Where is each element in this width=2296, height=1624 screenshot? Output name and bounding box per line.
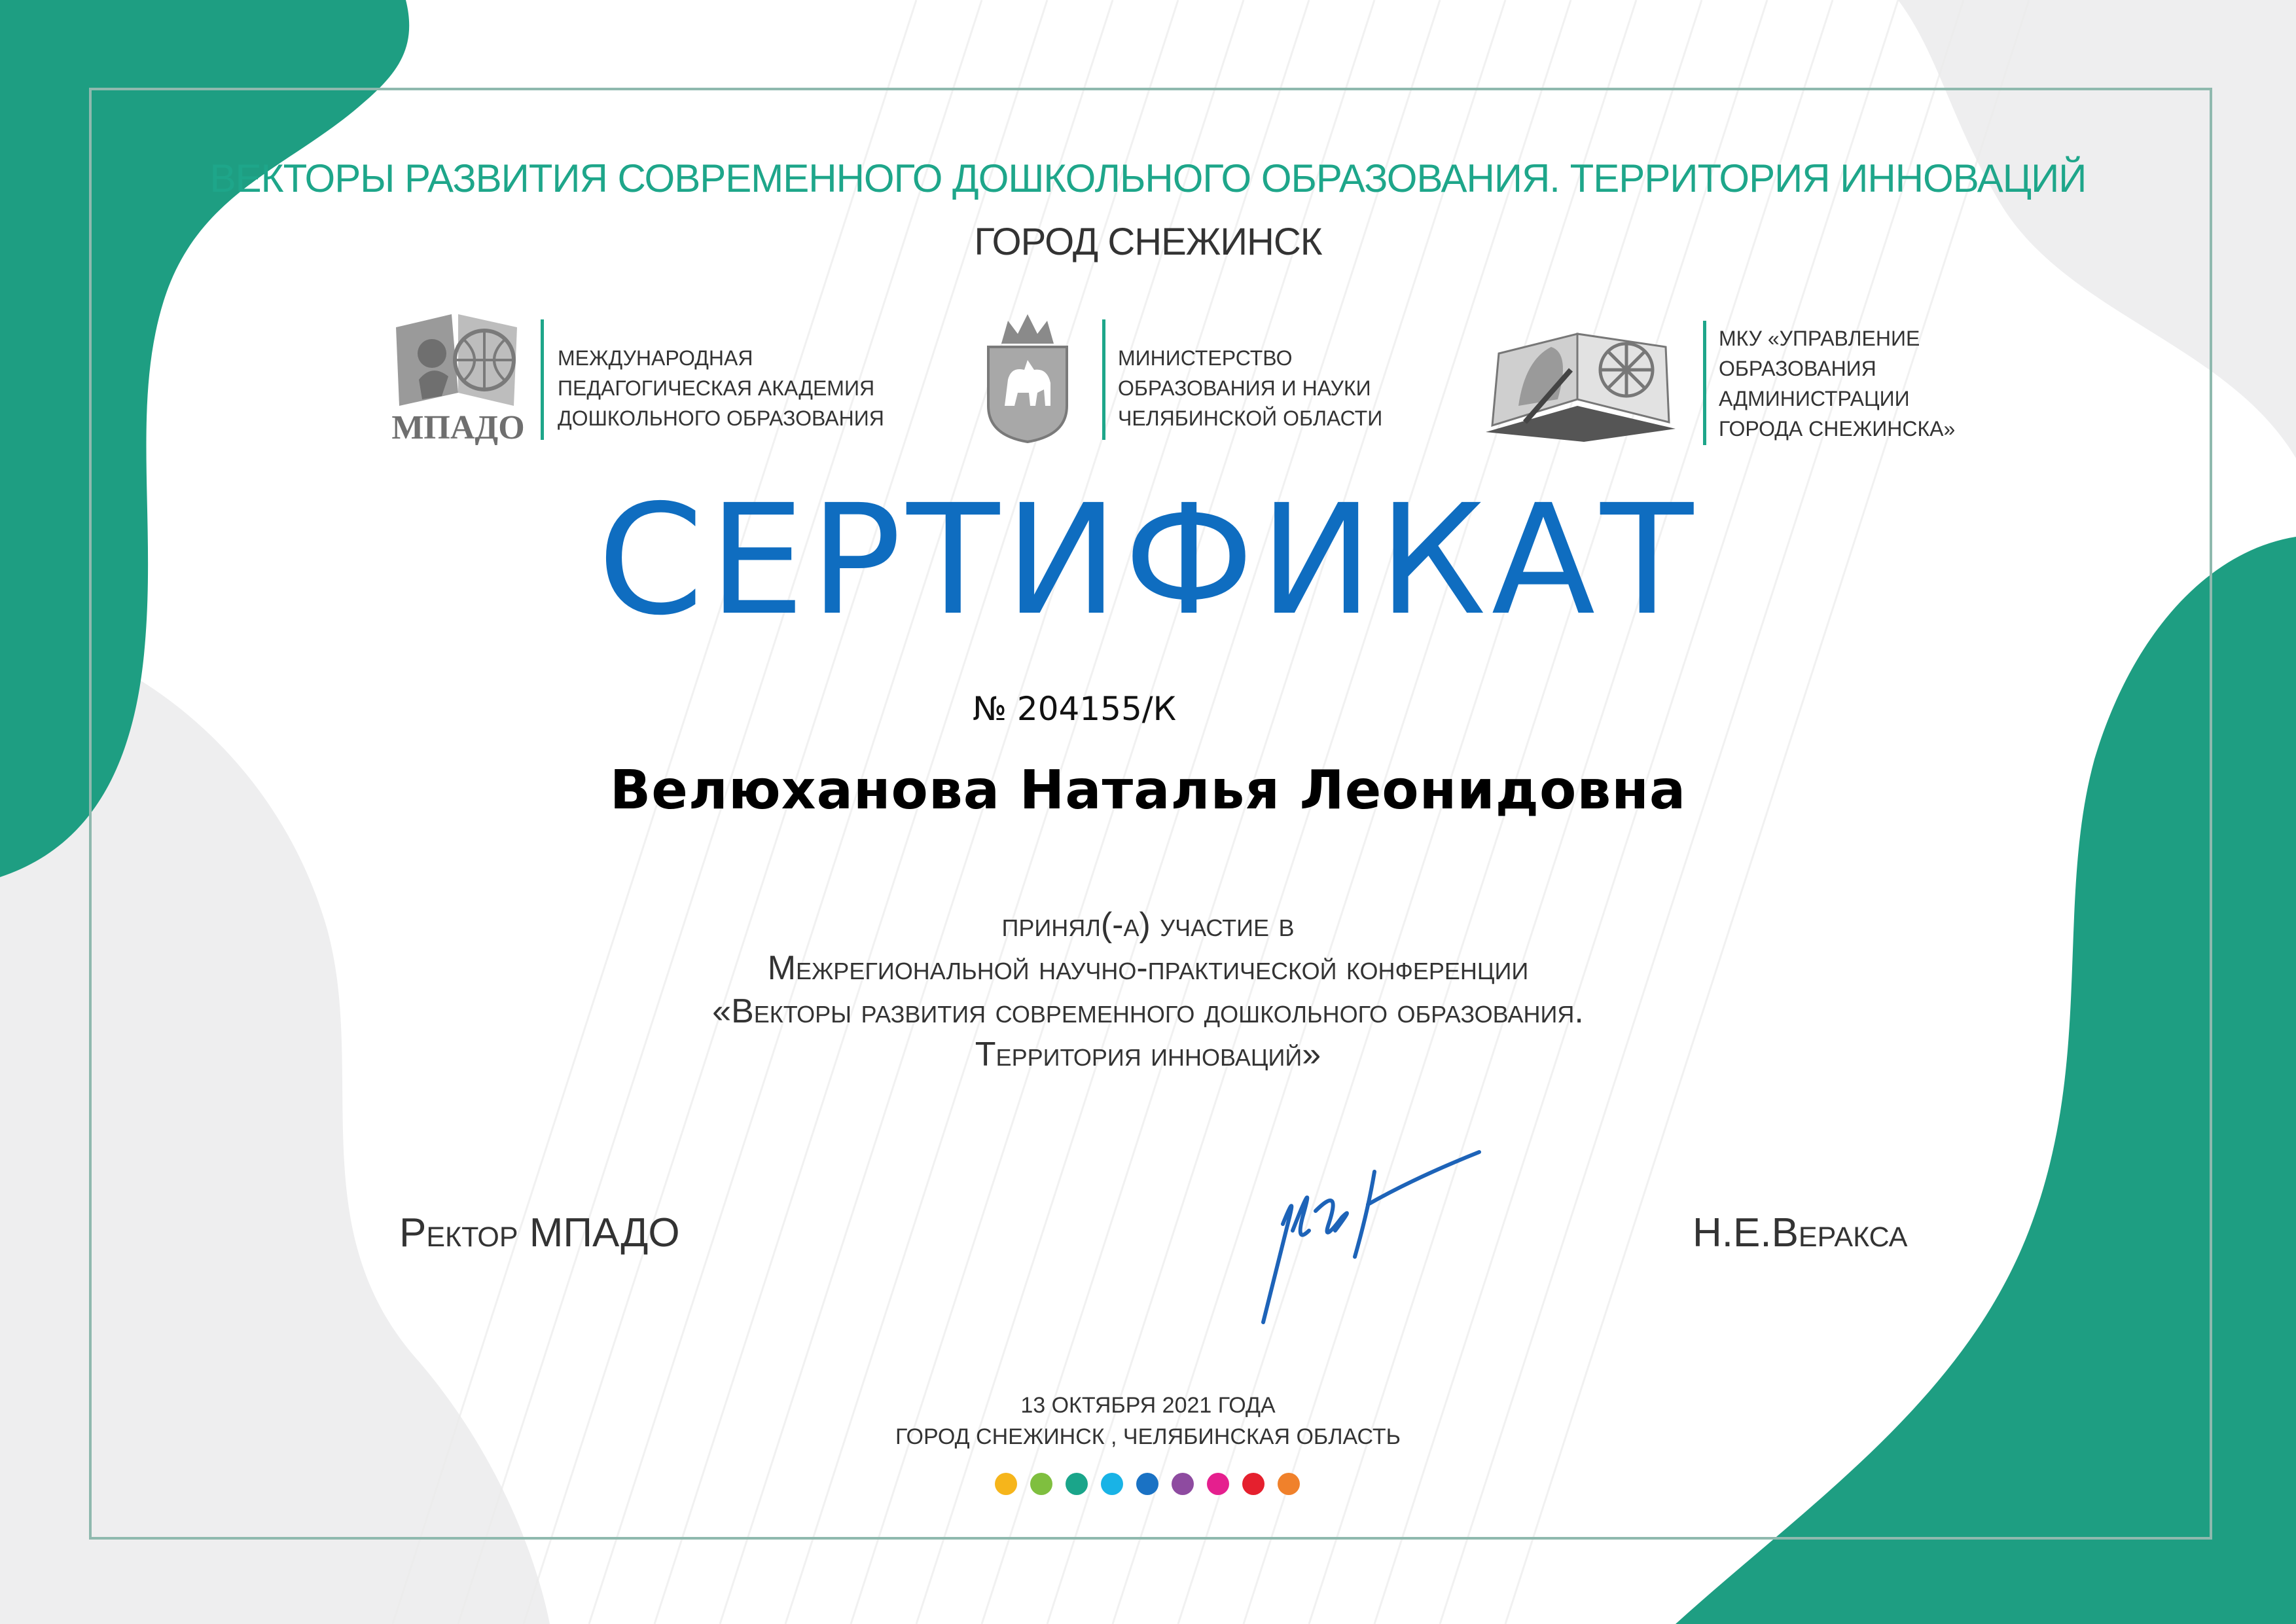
recipient-name: Велюханова Наталья Леонидовна <box>609 759 1687 821</box>
org-separator <box>541 319 544 440</box>
org-line: ОБРАЗОВАНИЯ И НАУКИ <box>1118 376 1371 400</box>
color-dots <box>995 1473 1300 1495</box>
footer-place: ГОРОД СНЕЖИНСК , ЧЕЛЯБИНСКАЯ ОБЛАСТЬ <box>895 1424 1401 1449</box>
participation-line: Межрегиональной научно-практической конференции <box>767 949 1529 987</box>
org-ministry <box>982 308 1401 452</box>
org-line: МИНИСТЕРСТВО <box>1118 346 1293 370</box>
color-dot <box>1242 1473 1265 1495</box>
participation-line: «Векторы развития современного дошкольного образования. <box>712 992 1584 1030</box>
color-dot <box>1101 1473 1123 1495</box>
org-line: ПЕДАГОГИЧЕСКАЯ АКАДЕМИЯ <box>558 376 875 400</box>
coat-of-arms-icon <box>982 308 1073 445</box>
org-mpado <box>386 308 884 452</box>
org-line: ЧЕЛЯБИНСКОЙ ОБЛАСТИ <box>1118 406 1383 430</box>
event-title: ВЕКТОРЫ РАЗВИТИЯ СОВРЕМЕННОГО ДОШКОЛЬНОГО ОБРАЗОВАНИЯ. ТЕРРИТОРИЯ ИННОВАЦИЙ <box>209 156 2087 200</box>
org-line: МЕЖДУНАРОДНАЯ <box>558 346 753 370</box>
city-heading: ГОРОД СНЕЖИНСК <box>974 221 1322 263</box>
certificate-number: № 204155/К <box>973 690 1177 728</box>
participation-line: принял(-а) участие в <box>1001 906 1295 944</box>
participation-text <box>0 903 2296 1076</box>
color-dot <box>1278 1473 1300 1495</box>
org-mpado-name <box>558 343 884 433</box>
org-line: ДОШКОЛЬНОГО ОБРАЗОВАНИЯ <box>558 406 884 430</box>
mpado-logo-icon <box>386 308 530 445</box>
handwritten-signature <box>1244 1132 1558 1329</box>
footer-date: 13 ОКТЯБРЯ 2021 ГОДА <box>1020 1393 1276 1418</box>
signatory-position: Ректор МПАДО <box>399 1210 680 1255</box>
color-dot <box>1172 1473 1194 1495</box>
org-line: ГОРОДА СНЕЖИНСКА» <box>1719 417 1956 441</box>
color-dot <box>1030 1473 1052 1495</box>
certificate-title: СЕРТИФИКАТ <box>597 472 1699 649</box>
org-ministry-name <box>1118 343 1382 433</box>
org-snezhinsk-name <box>1719 323 1955 444</box>
org-line: МКУ «УПРАВЛЕНИЕ <box>1719 327 1920 350</box>
signatory-name: Н.Е.Веракса <box>1693 1210 1908 1255</box>
participation-line: Территория инноваций» <box>975 1036 1321 1074</box>
snezhinsk-emblem-icon <box>1479 308 1689 445</box>
mpado-logo-text: МПАДО <box>391 409 525 445</box>
color-dot <box>1207 1473 1229 1495</box>
org-line: ОБРАЗОВАНИЯ <box>1719 357 1876 380</box>
color-dot <box>1066 1473 1088 1495</box>
org-snezhinsk-education <box>1479 308 1977 452</box>
org-separator <box>1703 321 1706 445</box>
org-separator <box>1102 319 1105 440</box>
color-dot <box>1136 1473 1158 1495</box>
org-line: АДМИНИСТРАЦИИ <box>1719 387 1910 410</box>
color-dot <box>995 1473 1017 1495</box>
